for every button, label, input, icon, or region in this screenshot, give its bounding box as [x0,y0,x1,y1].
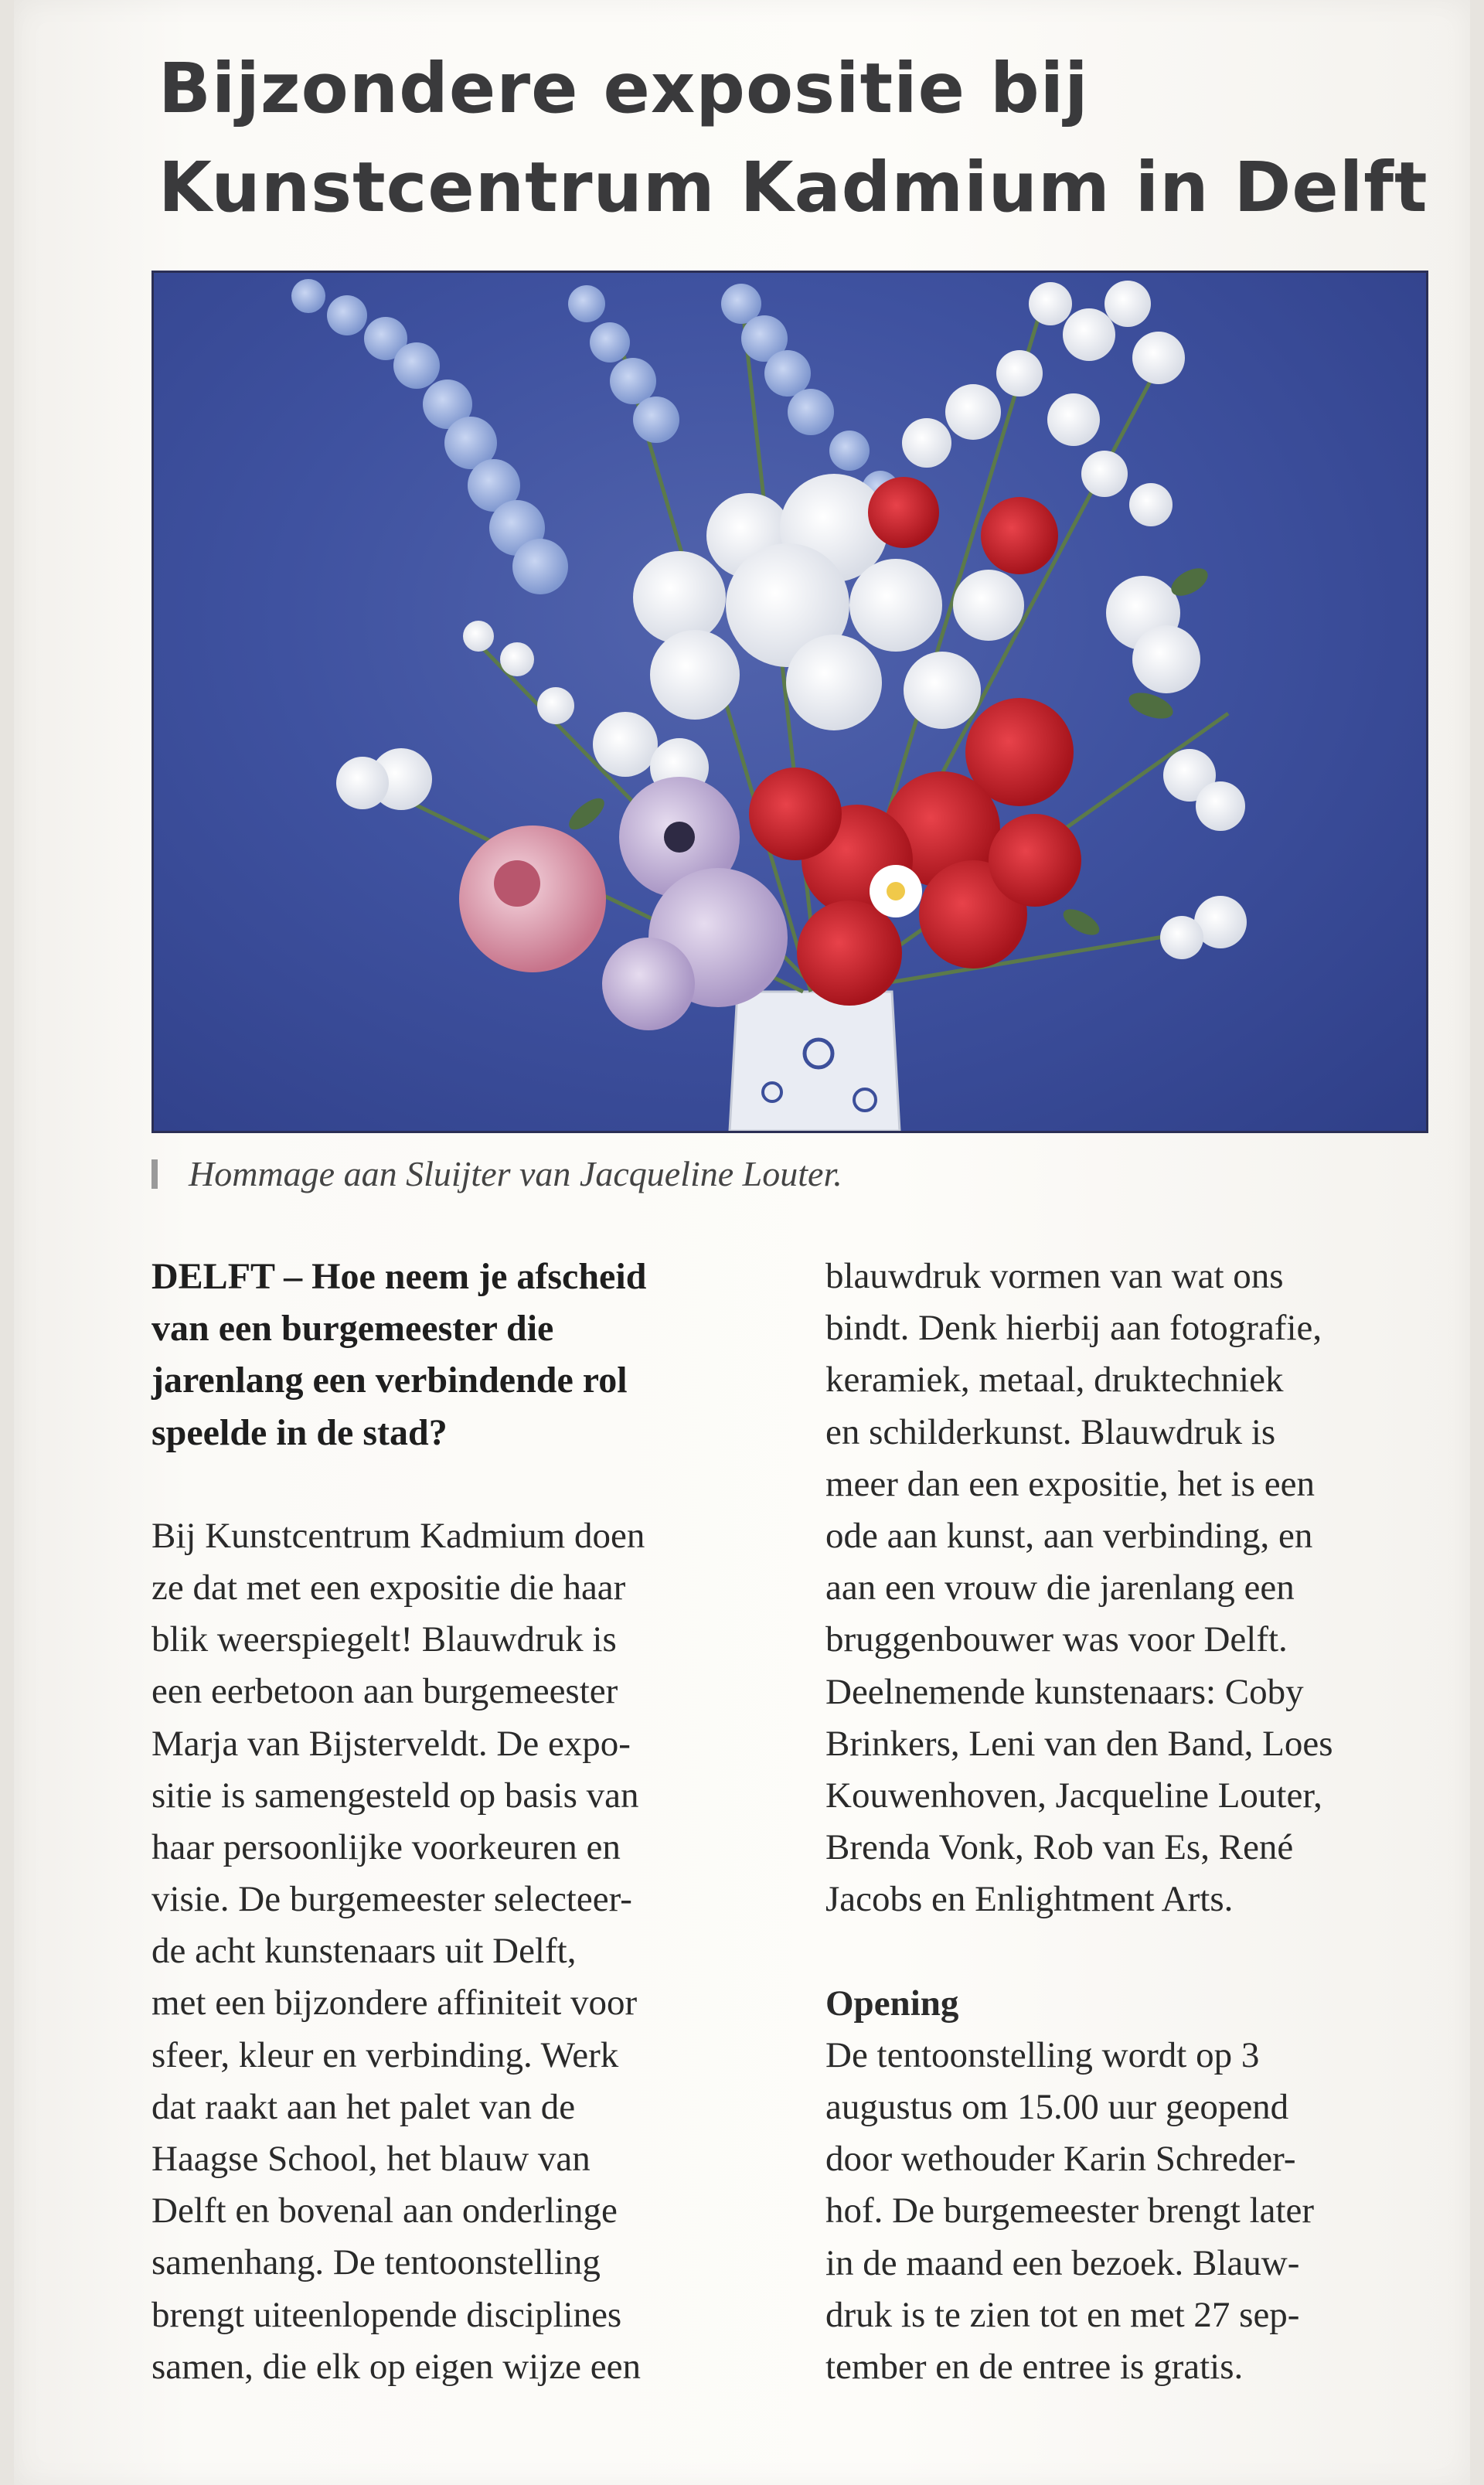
body-line: Brenda Vonk, Rob van Es, René [825,1827,1294,1868]
body-line: meer dan een expositie, het is een [825,1463,1315,1504]
body-line: Bij Kunstcentrum Kadmium doen [151,1515,645,1556]
lead-line: van een burgemeester die [151,1308,554,1350]
headline-line: Bijzondere expositie bij [158,48,1089,128]
body-text-opening [825,2030,1459,2393]
body-line: de acht kunstenaars uit Delft, [151,1931,577,1972]
body-line: Marja van Bijsterveldt. De expo- [151,1723,631,1764]
body-line: in de maand een bezoek. Blauw- [825,2242,1300,2283]
caption-marker [151,1159,158,1189]
photo-caption [151,1153,842,1194]
body-line: samenhang. De tentoonstelling [151,2242,601,2283]
body-line: aan een vrouw die jarenlang een [825,1568,1295,1608]
body-line: een eerbetoon aan burgemeester [151,1671,618,1712]
body-line: De tentoonstelling wordt op 3 [825,2034,1260,2075]
body-line: ode aan kunst, aan verbinding, en [825,1515,1313,1556]
body-line: samen, die elk op eigen wijze een [151,2346,641,2387]
body-line: augustus om 15.00 uur geopend [825,2087,1289,2127]
body-line: Kouwenhoven, Jacqueline Louter, [825,1775,1322,1816]
bouquet-illustration [154,273,1426,1131]
flower-bouquet-photo [151,271,1428,1133]
paragraph-gap [825,1925,1459,1977]
article-lead [151,1251,785,1459]
body-line: blik weerspiegelt! Blauwdruk is [151,1619,617,1660]
lead-line: speelde in de stad? [151,1411,448,1453]
headline-line: Kunstcentrum Kadmium in Delft [158,147,1428,227]
body-line: Jacobs en Enlightment Arts. [825,1879,1234,1920]
body-text-right [825,1251,1459,1925]
body-line: tember en de entree is gratis. [825,2346,1244,2387]
body-line: Deelnemende kunstenaars: Coby [825,1671,1304,1712]
article-column-right [825,1251,1459,2393]
body-line: door wethouder Karin Schreder- [825,2139,1296,2180]
body-line: hof. De burgemeester brengt later [825,2191,1315,2231]
caption-text: Hommage aan Sluijter van Jacqueline Louter. [189,1154,842,1193]
body-line: bindt. Denk hierbij aan fotografie, [825,1308,1322,1349]
body-text-left [151,1510,785,2393]
body-line: keramiek, metaal, druktechniek [825,1360,1284,1401]
article-column-left [151,1251,785,2393]
body-line: haar persoonlijke voorkeuren en [151,1826,621,1867]
body-line: met een bijzondere affiniteit voor [151,1983,638,2024]
section-subhead: Opening [825,1983,959,2024]
lead-line: jarenlang een verbindende rol [151,1360,628,1401]
body-line: Delft en bovenal aan onderlinge [151,2191,618,2231]
body-line: sfeer, kleur en verbinding. Werk [151,2034,619,2075]
body-line: ze dat met een expositie die haar [151,1567,626,1608]
body-line: en schilderkunst. Blauwdruk is [825,1411,1276,1452]
body-line: blauwdruk vormen van wat ons [825,1256,1284,1296]
body-line: dat raakt aan het palet van de [151,2086,576,2127]
body-line: visie. De burgemeester selecteer- [151,1879,632,1920]
body-line: bruggenbouwer was voor Delft. [825,1619,1288,1660]
body-line: druk is te zien tot en met 27 sep- [825,2294,1300,2335]
article-headline [158,39,1428,237]
body-line: Brinkers, Leni van den Band, Loes [825,1723,1333,1764]
body-line: Haagse School, het blauw van [151,2139,591,2179]
body-line: brengt uiteenlopende disciplines [151,2294,622,2335]
lead-line: DELFT – Hoe neem je afscheid [151,1256,647,1297]
body-line: sitie is samengesteld op basis van [151,1775,639,1816]
